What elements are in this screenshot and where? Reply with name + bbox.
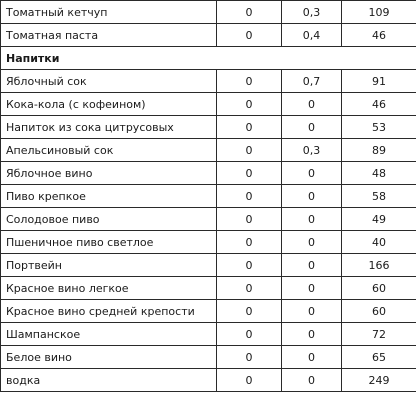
value-cell-1: 0 [217,139,282,162]
table-row [1,346,416,369]
table-row [1,185,416,208]
table-row [1,1,416,24]
value-cell-1: 0 [217,231,282,254]
value-cell-2: 0 [282,300,342,323]
item-name-cell: Кока-кола (с кофеином) [1,93,217,116]
table-row [1,231,416,254]
value-cell-1: 0 [217,208,282,231]
value-cell-3: 72 [342,323,416,346]
table-row [1,208,416,231]
item-name-cell: Портвейн [1,254,217,277]
value-cell-2: 0,3 [282,1,342,24]
value-cell-2: 0 [282,369,342,392]
value-cell-1: 0 [217,369,282,392]
value-cell-3: 91 [342,70,416,93]
value-cell-2: 0 [282,346,342,369]
table-row [1,116,416,139]
value-cell-2: 0 [282,323,342,346]
value-cell-3: 89 [342,139,416,162]
value-cell-1: 0 [217,254,282,277]
value-cell-2: 0 [282,277,342,300]
item-name-cell: Томатный кетчуп [1,1,217,24]
value-cell-1: 0 [217,300,282,323]
value-cell-1: 0 [217,1,282,24]
table-row [1,70,416,93]
value-cell-2: 0 [282,116,342,139]
value-cell-1: 0 [217,24,282,47]
value-cell-3: 65 [342,346,416,369]
value-cell-3: 48 [342,162,416,185]
item-name-cell: Солодовое пиво [1,208,217,231]
item-name-cell: Томатная паста [1,24,217,47]
item-name-cell: Красное вино средней крепости [1,300,217,323]
item-name-cell: Шампанское [1,323,217,346]
value-cell-1: 0 [217,116,282,139]
value-cell-3: 46 [342,93,416,116]
value-cell-2: 0,4 [282,24,342,47]
value-cell-2: 0 [282,93,342,116]
table-row [1,139,416,162]
table-row [1,254,416,277]
value-cell-3: 60 [342,277,416,300]
value-cell-3: 49 [342,208,416,231]
table-row [1,277,416,300]
value-cell-3: 46 [342,24,416,47]
table-row [1,93,416,116]
value-cell-1: 0 [217,323,282,346]
value-cell-3: 53 [342,116,416,139]
item-name-cell: Белое вино [1,346,217,369]
item-name-cell: водка [1,369,217,392]
item-name-cell: Яблочное вино [1,162,217,185]
table-body [1,1,416,392]
table-row [1,323,416,346]
value-cell-3: 109 [342,1,416,24]
value-cell-2: 0,3 [282,139,342,162]
value-cell-2: 0,7 [282,70,342,93]
value-cell-3: 249 [342,369,416,392]
value-cell-1: 0 [217,70,282,93]
table-row [1,300,416,323]
value-cell-1: 0 [217,185,282,208]
table-row [1,162,416,185]
table-row [1,369,416,392]
value-cell-3: 166 [342,254,416,277]
value-cell-1: 0 [217,93,282,116]
value-cell-1: 0 [217,162,282,185]
value-cell-3: 58 [342,185,416,208]
section-header-row [1,47,416,70]
item-name-cell: Пиво крепкое [1,185,217,208]
value-cell-2: 0 [282,231,342,254]
item-name-cell: Напиток из сока цитрусовых [1,116,217,139]
value-cell-3: 60 [342,300,416,323]
value-cell-2: 0 [282,162,342,185]
value-cell-2: 0 [282,254,342,277]
item-name-cell: Яблочный сок [1,70,217,93]
value-cell-1: 0 [217,277,282,300]
item-name-cell: Апельсиновый сок [1,139,217,162]
section-header: Напитки [1,47,416,70]
value-cell-2: 0 [282,185,342,208]
item-name-cell: Красное вино легкое [1,277,217,300]
item-name-cell: Пшеничное пиво светлое [1,231,217,254]
value-cell-3: 40 [342,231,416,254]
value-cell-2: 0 [282,208,342,231]
value-cell-1: 0 [217,346,282,369]
table-row [1,24,416,47]
